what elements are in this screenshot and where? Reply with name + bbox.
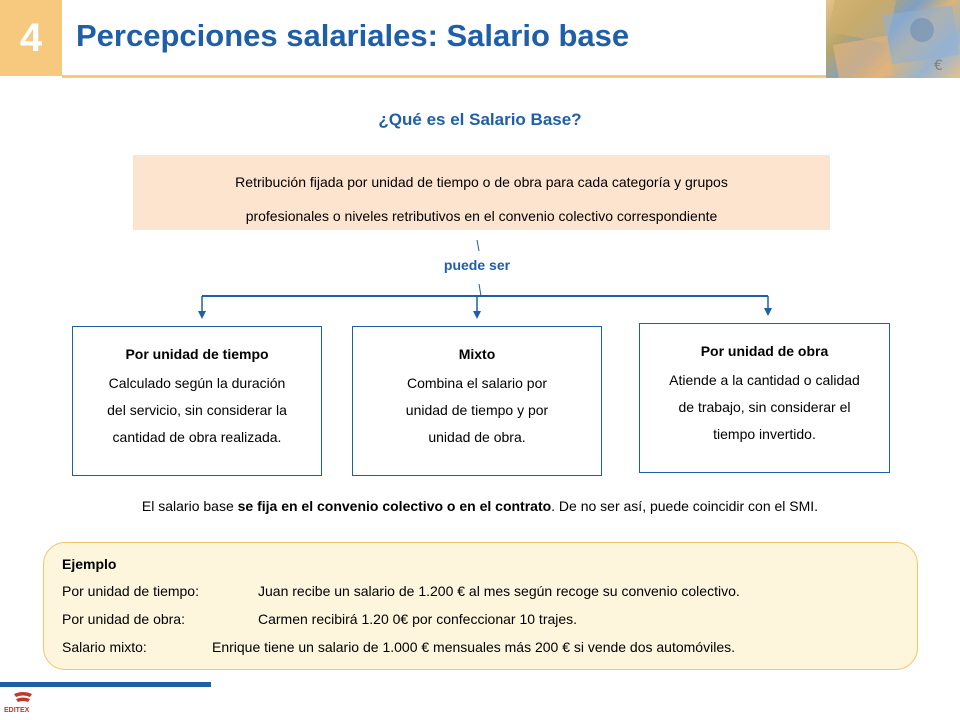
card-line: del servicio, sin considerar la bbox=[107, 402, 287, 418]
example-label: Salario mixto: bbox=[62, 639, 147, 655]
section-question: ¿Qué es el Salario Base? bbox=[378, 110, 582, 129]
card-title: Por unidad de tiempo bbox=[125, 346, 269, 362]
definition-line-2: profesionales o niveles retributivos en el convenio colectivo correspondiente bbox=[245, 208, 718, 224]
note-suffix: . De no ser así, puede coincidir con el SMI. bbox=[551, 498, 819, 514]
example-row bbox=[62, 611, 577, 627]
example-text: Enrique tiene un salario de 1.000 € mensuales más 200 € si vende dos automóviles. bbox=[212, 639, 735, 655]
example-label: Por unidad de tiempo: bbox=[62, 583, 199, 599]
card-line: de trabajo, sin considerar el bbox=[678, 399, 851, 415]
editex-logo-text: EDITEX bbox=[4, 707, 30, 714]
footer-bar bbox=[0, 682, 211, 687]
card-line: Atiende a la cantidad o calidad bbox=[669, 372, 860, 388]
card-body bbox=[353, 370, 601, 451]
connector-label: puede ser bbox=[443, 257, 511, 273]
card-line: Combina el salario por bbox=[406, 375, 548, 391]
note-text bbox=[0, 498, 960, 514]
card-unidad-obra bbox=[639, 323, 890, 473]
card-line: tiempo invertido. bbox=[713, 426, 816, 442]
card-line: unidad de obra. bbox=[428, 429, 526, 445]
card-line: Calculado según la duración bbox=[108, 375, 286, 391]
example-box bbox=[43, 542, 918, 670]
svg-text:€: € bbox=[934, 58, 943, 74]
example-title: Ejemplo bbox=[62, 556, 117, 572]
definition-line-1: Retribución fijada por unidad de tiempo o de obra para cada categoría y grupos bbox=[235, 174, 728, 190]
card-body bbox=[73, 370, 321, 451]
chapter-number: 4 bbox=[19, 15, 43, 60]
card-line: cantidad de obra realizada. bbox=[112, 429, 282, 445]
page-title: Percepciones salariales: Salario base bbox=[76, 18, 630, 53]
card-mixto bbox=[352, 326, 602, 476]
note-bold: se fija en el convenio colectivo o en el contrato bbox=[237, 498, 552, 514]
example-row bbox=[62, 639, 735, 655]
example-text: Carmen recibirá 1.20 0€ por confeccionar 10 trajes. bbox=[258, 611, 578, 627]
card-title: Mixto bbox=[458, 346, 496, 362]
card-unidad-tiempo bbox=[72, 326, 322, 476]
card-body bbox=[640, 367, 889, 448]
example-text: Juan recibe un salario de 1.200 € al mes según recoge su convenio colectivo. bbox=[258, 583, 740, 599]
card-title: Por unidad de obra bbox=[700, 343, 829, 359]
example-label: Por unidad de obra: bbox=[62, 611, 185, 627]
example-row bbox=[62, 583, 740, 599]
card-line: unidad de tiempo y por bbox=[405, 402, 549, 418]
note-prefix: El salario base bbox=[141, 498, 238, 514]
